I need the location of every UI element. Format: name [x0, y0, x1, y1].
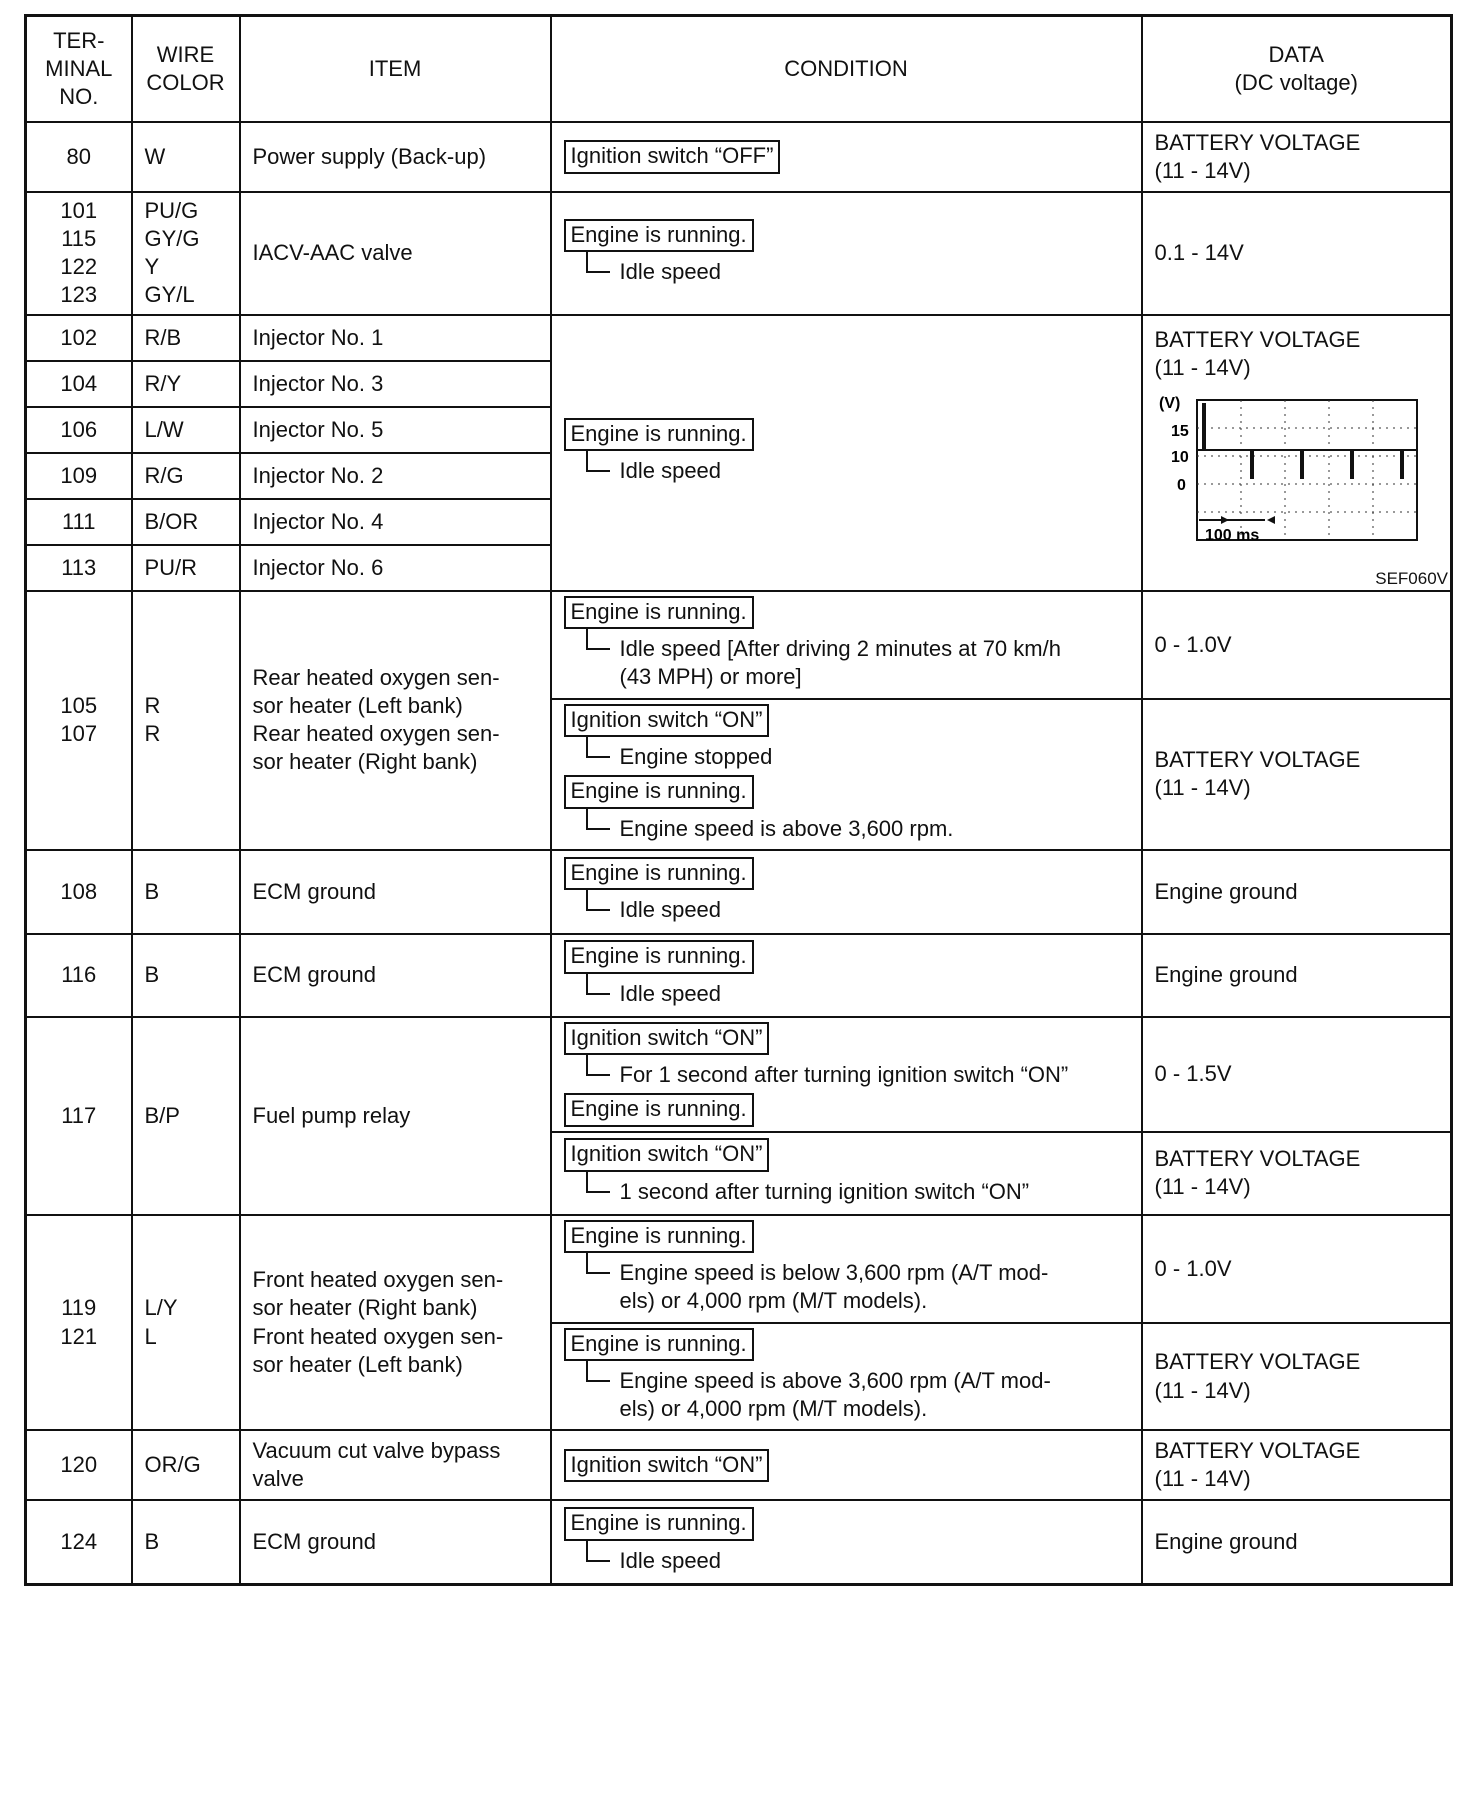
terminal-cell: 124: [26, 1500, 132, 1584]
table-row: [26, 122, 1452, 192]
condition-sub: Engine stopped: [564, 743, 1129, 771]
condition-sub: Idle speed: [564, 258, 1129, 286]
terminal-cell: 106: [26, 407, 132, 453]
condition-box: Engine is running.: [564, 1328, 754, 1361]
terminal-cell: 101 115 122 123: [26, 192, 132, 315]
table-row: [26, 591, 1452, 699]
time-arrow-left: [1267, 516, 1275, 524]
waveform-unit: (V): [1158, 394, 1180, 412]
item-cell: Front heated oxygen sen- sor heater (Right bank) Front heated oxygen sen- sor heater (Left bank): [240, 1215, 551, 1431]
table-row: [26, 1500, 1452, 1584]
table-row: [26, 192, 1452, 315]
condition-cell: [551, 591, 1142, 699]
condition-sub: Engine speed is above 3,600 rpm (A/T mod- els) or 4,000 rpm (M/T models).: [564, 1367, 1129, 1423]
item-cell: Injector No. 5: [240, 407, 551, 453]
terminal-cell: 113: [26, 545, 132, 591]
header-data: DATA (DC voltage): [1142, 16, 1452, 123]
data-cell: 0 - 1.5V: [1142, 1017, 1452, 1132]
waveform-trace: [1197, 404, 1417, 478]
waveform-y15: 15: [1170, 422, 1189, 440]
terminal-cell: 111: [26, 499, 132, 545]
condition-sub: Engine speed is below 3,600 rpm (A/T mod- els) or 4,000 rpm (M/T models).: [564, 1259, 1129, 1315]
terminal-cell: 117: [26, 1017, 132, 1215]
wire-color-cell: L/Y L: [132, 1215, 240, 1431]
time-arrow-right: [1221, 516, 1229, 524]
condition-cell: [551, 1017, 1142, 1132]
waveform-time-scale: 100 ms: [1204, 526, 1259, 544]
data-cell: BATTERY VOLTAGE (11 - 14V): [1142, 1430, 1452, 1500]
condition-sub: Idle speed [After driving 2 minutes at 70 km/h (43 MPH) or more]: [564, 635, 1129, 691]
condition-sub: For 1 second after turning ignition switch “ON”: [564, 1061, 1129, 1089]
figure-code: SEF060V: [1375, 568, 1448, 588]
data-cell: BATTERY VOLTAGE (11 - 14V): [1142, 122, 1452, 192]
terminal-cell: 104: [26, 361, 132, 407]
condition-box: Ignition switch “ON”: [564, 1449, 770, 1482]
data-cell: 0 - 1.0V: [1142, 591, 1452, 699]
condition-box: Engine is running.: [564, 1507, 754, 1540]
condition-box: Engine is running.: [564, 775, 754, 808]
header-item: ITEM: [240, 16, 551, 123]
table-row: [26, 1430, 1452, 1500]
condition-box: Engine is running.: [564, 596, 754, 629]
wire-color-cell: B: [132, 850, 240, 934]
terminal-cell: 105 107: [26, 591, 132, 850]
terminal-cell: 109: [26, 453, 132, 499]
condition-cell: [551, 122, 1142, 192]
condition-cell: [551, 192, 1142, 315]
wire-color-cell: PU/R: [132, 545, 240, 591]
item-cell: ECM ground: [240, 1500, 551, 1584]
header-row: [26, 16, 1452, 123]
table-row: [26, 1017, 1452, 1132]
item-cell: Power supply (Back-up): [240, 122, 551, 192]
condition-sub: Engine speed is above 3,600 rpm.: [564, 815, 1129, 843]
condition-box: Engine is running.: [564, 1220, 754, 1253]
condition-sub: 1 second after turning ignition switch “ON”: [564, 1178, 1129, 1206]
condition-box: Engine is running.: [564, 418, 754, 451]
condition-box: Engine is running.: [564, 857, 754, 890]
condition-box: Engine is running.: [564, 940, 754, 973]
condition-cell: [551, 315, 1142, 591]
wire-color-cell: W: [132, 122, 240, 192]
wire-color-cell: OR/G: [132, 1430, 240, 1500]
data-cell: BATTERY VOLTAGE (11 - 14V): [1142, 1323, 1452, 1431]
header-condition: CONDITION: [551, 16, 1142, 123]
condition-box: Ignition switch “ON”: [564, 704, 770, 737]
condition-sub: Idle speed: [564, 980, 1129, 1008]
data-cell: 0.1 - 14V: [1142, 192, 1452, 315]
terminal-cell: 80: [26, 122, 132, 192]
condition-box: Ignition switch “OFF”: [564, 140, 781, 173]
condition-box: Ignition switch “ON”: [564, 1022, 770, 1055]
condition-cell: [551, 1132, 1142, 1215]
table-row: [26, 850, 1452, 934]
condition-cell: [551, 934, 1142, 1017]
condition-box: Engine is running.: [564, 219, 754, 252]
data-cell: 0 - 1.0V: [1142, 1215, 1452, 1323]
table-row: [26, 934, 1452, 1017]
condition-cell: [551, 699, 1142, 850]
terminal-cell: 102: [26, 315, 132, 361]
data-cell: Engine ground: [1142, 850, 1452, 934]
item-cell: IACV-AAC valve: [240, 192, 551, 315]
header-wire-color: WIRE COLOR: [132, 16, 240, 123]
data-cell: BATTERY VOLTAGE (11 - 14V): [1142, 699, 1452, 850]
item-cell: Injector No. 1: [240, 315, 551, 361]
table-row: [26, 1215, 1452, 1323]
waveform-y0: 0: [1176, 476, 1186, 494]
data-cell: Engine ground: [1142, 1500, 1452, 1584]
condition-sub: Idle speed: [564, 896, 1129, 924]
wire-color-cell: R R: [132, 591, 240, 850]
condition-cell: [551, 1323, 1142, 1431]
condition-box: Ignition switch “ON”: [564, 1138, 770, 1171]
item-cell: Injector No. 3: [240, 361, 551, 407]
terminal-cell: 116: [26, 934, 132, 1017]
item-cell: Injector No. 2: [240, 453, 551, 499]
waveform-y10: 10: [1170, 448, 1189, 466]
terminal-cell: 120: [26, 1430, 132, 1500]
wire-color-cell: B: [132, 1500, 240, 1584]
condition-cell: [551, 1430, 1142, 1500]
injector-waveform: [1155, 390, 1445, 564]
header-terminal-no: TER- MINAL NO.: [26, 16, 132, 123]
item-cell: ECM ground: [240, 850, 551, 934]
terminal-cell: 119 121: [26, 1215, 132, 1431]
waveform-graph: [1155, 390, 1445, 550]
wire-color-cell: R/G: [132, 453, 240, 499]
item-cell: ECM ground: [240, 934, 551, 1017]
condition-sub: Idle speed: [564, 1547, 1129, 1575]
condition-cell: [551, 1500, 1142, 1584]
data-cell: BATTERY VOLTAGE (11 - 14V): [1142, 1132, 1452, 1215]
item-cell: Rear heated oxygen sen- sor heater (Left bank) Rear heated oxygen sen- sor heater (Right bank): [240, 591, 551, 850]
wire-color-cell: PU/G GY/G Y GY/L: [132, 192, 240, 315]
wire-color-cell: B/P: [132, 1017, 240, 1215]
wire-color-cell: B: [132, 934, 240, 1017]
item-cell: Fuel pump relay: [240, 1017, 551, 1215]
wire-color-cell: R/B: [132, 315, 240, 361]
ecm-terminal-table: [24, 14, 1453, 1586]
table-row: [26, 315, 1452, 361]
condition-box: Engine is running.: [564, 1093, 754, 1126]
item-cell: Vacuum cut valve bypass valve: [240, 1430, 551, 1500]
wire-color-cell: R/Y: [132, 361, 240, 407]
wire-color-cell: L/W: [132, 407, 240, 453]
data-value: BATTERY VOLTAGE (11 - 14V): [1154, 326, 1361, 380]
data-cell: [1142, 315, 1452, 591]
condition-cell: [551, 850, 1142, 934]
condition-cell: [551, 1215, 1142, 1323]
condition-sub: Idle speed: [564, 457, 1129, 485]
item-cell: Injector No. 4: [240, 499, 551, 545]
data-cell: Engine ground: [1142, 934, 1452, 1017]
item-cell: Injector No. 6: [240, 545, 551, 591]
wire-color-cell: B/OR: [132, 499, 240, 545]
terminal-cell: 108: [26, 850, 132, 934]
